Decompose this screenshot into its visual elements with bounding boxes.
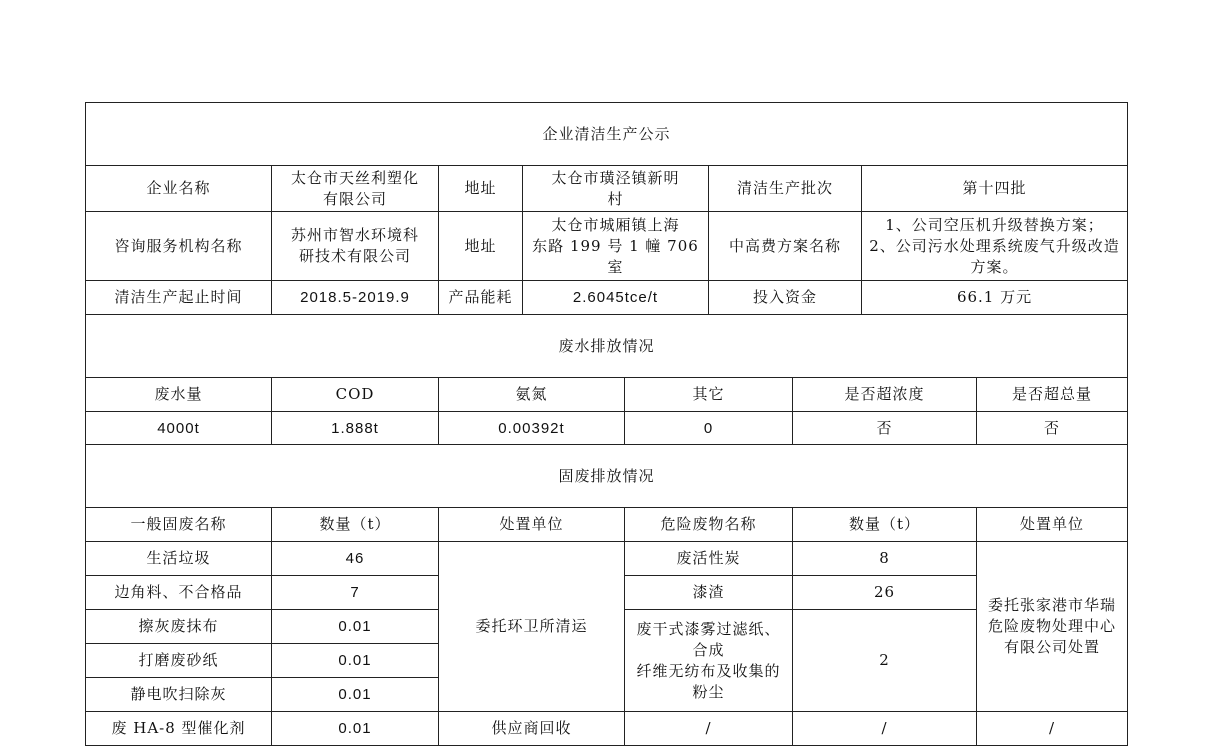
energy-label: 产品能耗 xyxy=(439,281,523,315)
enterprise-name-line2: 有限公司 xyxy=(322,189,387,208)
consultant-row xyxy=(86,212,1128,281)
wastewater-section-title: 废水排放情况 xyxy=(86,315,1128,378)
hazardous-waste-qty: 26 xyxy=(793,576,977,610)
energy-value: 2.6045tce/t xyxy=(523,281,709,315)
wastewater-section-row xyxy=(86,315,1128,378)
general-waste-name: 边角料、不合格品 xyxy=(86,576,272,610)
page-title: 企业清洁生产公示 xyxy=(86,103,1128,166)
enterprise-address-value xyxy=(523,166,709,212)
title-row xyxy=(86,103,1128,166)
hazardous-waste-disposal xyxy=(977,542,1128,712)
general-waste-qty: 0.01 xyxy=(272,712,439,746)
hazardous-disposal-line2: 危险废物处理中心 xyxy=(988,617,1117,635)
wastewater-value: 否 xyxy=(977,412,1128,445)
wastewater-value: 1.888t xyxy=(272,412,439,445)
plan-value xyxy=(862,212,1128,281)
wastewater-values-row xyxy=(86,412,1128,445)
hazardous-name-line1: 废干式漆雾过滤纸、合成 xyxy=(636,619,781,659)
batch-value: 第十四批 xyxy=(862,166,1128,212)
general-waste-disposal: 委托环卫所清运 xyxy=(439,542,625,712)
empty-slash: / xyxy=(625,712,793,746)
empty-slash: / xyxy=(977,712,1128,746)
catalyst-disposal: 供应商回收 xyxy=(439,712,625,746)
solid-waste-header: 数量（t） xyxy=(272,508,439,542)
general-waste-name: 擦灰废抹布 xyxy=(86,610,272,644)
wastewater-header: 废水量 xyxy=(86,378,272,412)
empty-slash: / xyxy=(793,712,977,746)
wastewater-header: 是否超浓度 xyxy=(793,378,977,412)
wastewater-value: 0.00392t xyxy=(439,412,625,445)
table-row xyxy=(86,712,1128,746)
consultant-address-label: 地址 xyxy=(439,212,523,281)
solid-waste-header: 数量（t） xyxy=(793,508,977,542)
plan-line1: 1、公司空压机升级替换方案； xyxy=(885,215,1104,234)
general-waste-name: 生活垃圾 xyxy=(86,542,272,576)
enterprise-address-label: 地址 xyxy=(439,166,523,212)
batch-label: 清洁生产批次 xyxy=(709,166,862,212)
general-waste-name: 废 HA-8 型催化剂 xyxy=(86,712,272,746)
solid-waste-section-row xyxy=(86,445,1128,508)
period-row xyxy=(86,281,1128,315)
general-waste-name: 静电吹扫除灰 xyxy=(86,678,272,712)
hazardous-waste-qty: 8 xyxy=(793,542,977,576)
table-row xyxy=(86,542,1128,576)
hazardous-waste-name: 漆渣 xyxy=(625,576,793,610)
disclosure-table xyxy=(85,102,1128,746)
plan-label: 中高费方案名称 xyxy=(709,212,862,281)
solid-waste-header: 一般固废名称 xyxy=(86,508,272,542)
wastewater-header: COD xyxy=(272,378,439,412)
hazardous-waste-qty: 2 xyxy=(793,610,977,712)
general-waste-qty: 46 xyxy=(272,542,439,576)
consultant-name-line1: 苏州市智水环境科 xyxy=(290,226,419,244)
solid-waste-header: 处置单位 xyxy=(977,508,1128,542)
wastewater-header: 氨氮 xyxy=(439,378,625,412)
general-waste-name: 打磨废砂纸 xyxy=(86,644,272,678)
hazardous-waste-name xyxy=(625,610,793,712)
enterprise-row xyxy=(86,166,1128,212)
wastewater-header: 是否超总量 xyxy=(977,378,1128,412)
wastewater-header: 其它 xyxy=(625,378,793,412)
plan-line2: 2、公司污水处理系统废气升级改造方案。 xyxy=(869,236,1120,276)
enterprise-name-line1: 太仓市天丝利塑化 xyxy=(290,168,419,187)
general-waste-qty: 0.01 xyxy=(272,678,439,712)
hazardous-disposal-line1: 委托张家港市华瑞 xyxy=(988,596,1117,614)
consultant-name-value xyxy=(272,212,439,281)
solid-waste-header: 处置单位 xyxy=(439,508,625,542)
wastewater-value: 4000t xyxy=(86,412,272,445)
hazardous-name-line2: 纤维无纺布及收集的粉尘 xyxy=(636,661,781,701)
enterprise-address-line1: 太仓市璜泾镇新明 xyxy=(551,168,680,187)
general-waste-qty: 0.01 xyxy=(272,610,439,644)
hazardous-disposal-line3: 有限公司处置 xyxy=(1004,638,1101,656)
funding-value: 66.1 万元 xyxy=(862,281,1128,315)
enterprise-name-value xyxy=(272,166,439,212)
consultant-name-line2: 研技术有限公司 xyxy=(298,247,411,265)
consultant-address-line1: 太仓市城厢镇上海 xyxy=(551,215,680,234)
solid-waste-header-row xyxy=(86,508,1128,542)
funding-label: 投入资金 xyxy=(709,281,862,315)
wastewater-header-row xyxy=(86,378,1128,412)
consultant-address-value xyxy=(523,212,709,281)
consultant-name-label: 咨询服务机构名称 xyxy=(86,212,272,281)
wastewater-value: 否 xyxy=(793,412,977,445)
solid-waste-header: 危险废物名称 xyxy=(625,508,793,542)
period-value: 2018.5-2019.9 xyxy=(272,281,439,315)
enterprise-address-line2: 村 xyxy=(607,189,624,208)
solid-waste-section-title: 固废排放情况 xyxy=(86,445,1128,508)
hazardous-waste-name: 废活性炭 xyxy=(625,542,793,576)
period-label: 清洁生产起止时间 xyxy=(86,281,272,315)
general-waste-qty: 7 xyxy=(272,576,439,610)
general-waste-qty: 0.01 xyxy=(272,644,439,678)
consultant-address-line2: 东路 199 号 1 幢 706 xyxy=(532,236,699,255)
enterprise-name-label: 企业名称 xyxy=(86,166,272,212)
wastewater-value: 0 xyxy=(625,412,793,445)
consultant-address-line3: 室 xyxy=(607,257,624,276)
